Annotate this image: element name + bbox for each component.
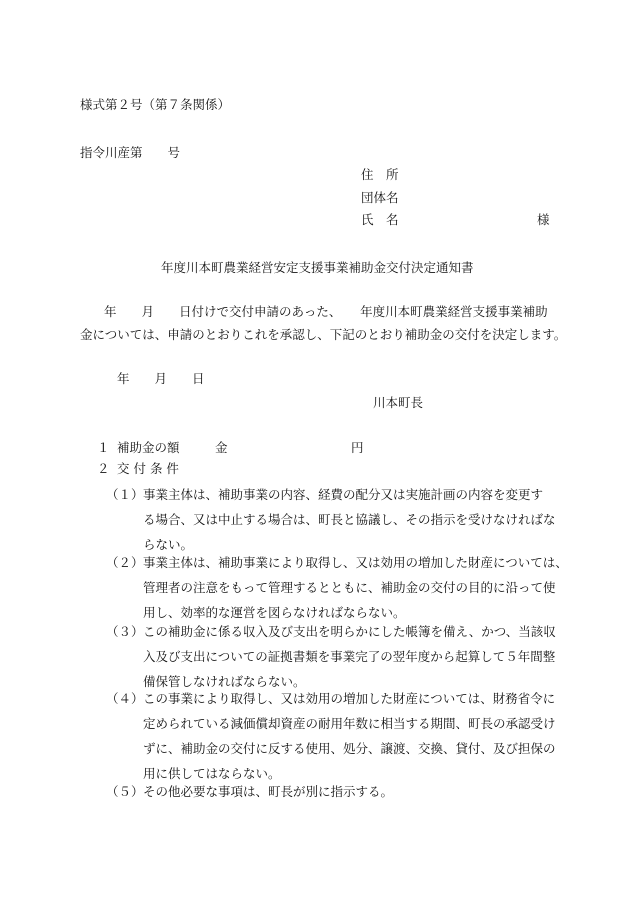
- item-1-unit: 円: [351, 440, 364, 455]
- condition-1-line-1: 事業主体は、補助事業の内容、経費の配分又は実施計画の内容を変更す: [143, 487, 544, 502]
- document-title: 年度川本町農業経営安定支援事業補助金交付決定通知書: [161, 260, 474, 275]
- condition-1-line-3: らない。: [143, 537, 194, 552]
- document-reference: 指令川産第 号: [80, 145, 181, 160]
- condition-3-text: [143, 619, 556, 694]
- condition-3-line-2: 入及び支出についての証拠書類を事業完了の翌年度から起算して５年間整: [143, 649, 556, 664]
- condition-2-text: [143, 550, 568, 625]
- condition-4-line-3: ずに、補助金の交付に反する使用、処分、譲渡、交換、貸付、及び担保の: [143, 741, 556, 756]
- name-label: 氏 名: [361, 212, 399, 227]
- condition-3-line-3: 備保管しなければならない。: [143, 674, 306, 689]
- date-line: 年 月 日: [117, 371, 205, 386]
- group-name-label: 団体名: [361, 190, 399, 205]
- condition-4-line-4: 用に供してはならない。: [143, 766, 281, 781]
- condition-3-line-1: この補助金に係る収入及び支出を明らかにした帳簿を備え、かつ、当該収: [143, 624, 556, 639]
- item-1-label: 補助金の額: [117, 440, 180, 455]
- item-1-currency: 金: [215, 440, 228, 455]
- condition-5-line-1: その他必要な事項は、町長が別に指示する。: [143, 784, 394, 799]
- condition-3-number: （３）: [106, 624, 144, 639]
- address-label: 住 所: [361, 167, 399, 182]
- condition-2-number: （２）: [106, 555, 144, 570]
- condition-5-text: [143, 779, 393, 804]
- item-2-label: 交 付 条 件: [117, 461, 179, 476]
- honorific: 様: [537, 212, 550, 227]
- condition-5-number: （５）: [106, 784, 144, 799]
- condition-1-number: （１）: [106, 487, 144, 502]
- item-2-number: ２: [97, 461, 110, 476]
- condition-4-number: （４）: [106, 691, 144, 706]
- condition-4-text: [143, 686, 556, 786]
- condition-2-line-2: 管理者の注意をもって管理するとともに、補助金の交付の目的に沿って使: [143, 580, 556, 595]
- condition-1-line-2: る場合、又は中止する場合は、町長と協議し、その指示を受けなければな: [143, 512, 556, 527]
- form-number: 様式第２号（第７条関係）: [80, 97, 231, 112]
- condition-4-line-2: 定められている減価償却資産の耐用年数に相当する期間、町長の承認受け: [143, 716, 556, 731]
- item-1-number: １: [97, 440, 110, 455]
- condition-2-line-3: 用し、効率的な運営を図らなければならない。: [143, 605, 406, 620]
- condition-4-line-1: この事業により取得し、又は効用の増加した財産については、財務省令に: [143, 691, 556, 706]
- condition-2-line-1: 事業主体は、補助事業により取得し、又は効用の増加した財産については、: [143, 555, 568, 570]
- issuer: 川本町長: [373, 395, 424, 410]
- body-line-2: 金については、申請のとおりこれを承認し、下記のとおり補助金の交付を決定します。: [80, 327, 567, 342]
- condition-1-text: [143, 482, 556, 557]
- body-line-1: 年 月 日付けで交付申請のあった、 年度川本町農業経営支援事業補助: [104, 304, 548, 319]
